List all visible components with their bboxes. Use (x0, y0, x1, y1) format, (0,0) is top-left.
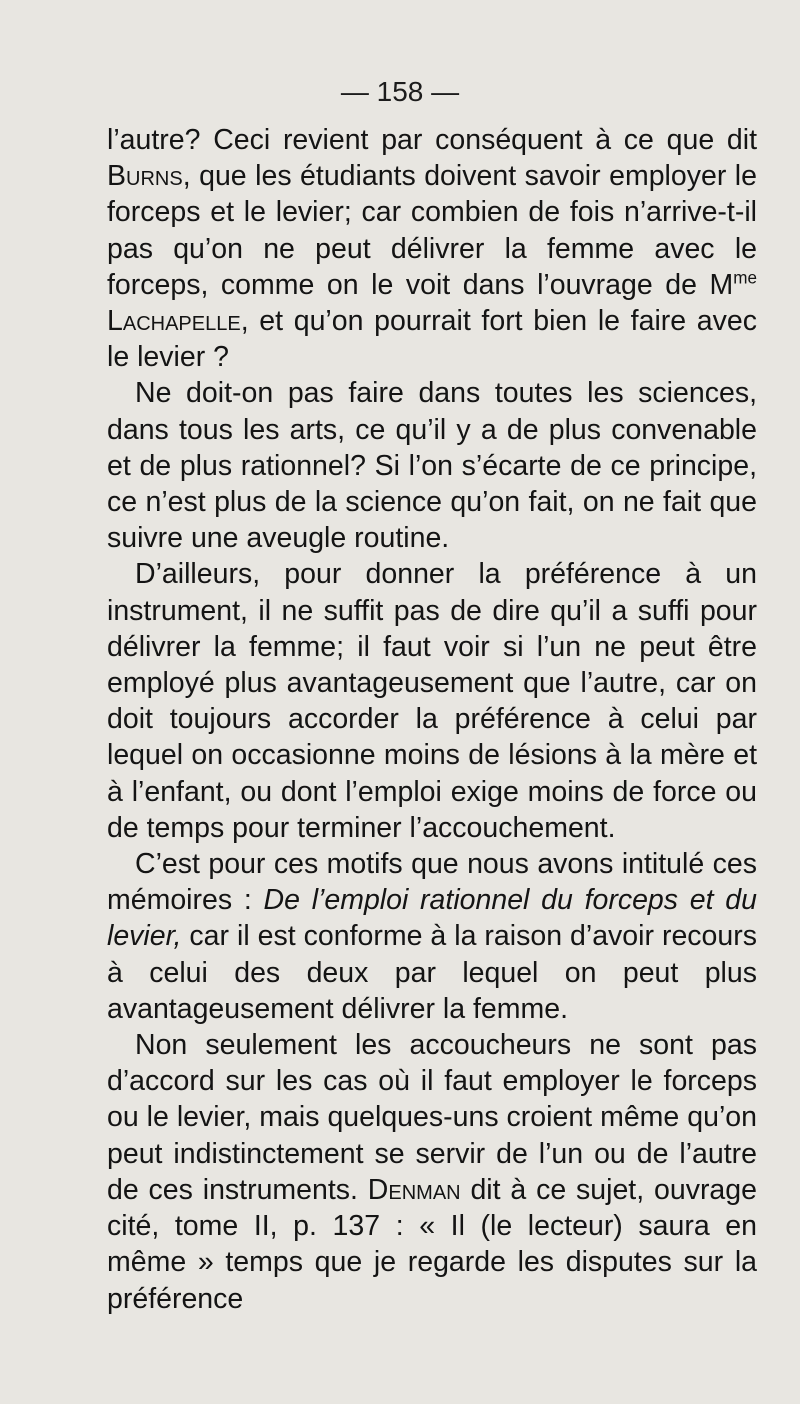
text-run: car il est conforme à la raison d’avoir recours à celui des deux par lequel on peut plus avantageusement délivrer la femme. (107, 920, 757, 1025)
text-run: , que les étudiants doivent savoir employer le forceps et le levier; car combien de fois n’arrive-t-il pas qu’on ne peut délivrer la femme avec le forceps, comme on le voit dans l’ouvrage de M (107, 160, 757, 301)
text-run: C’est pour ces motifs que nous avons intitulé ces mémoires : (107, 848, 757, 917)
italic-title: De l’emploi rationnel du forceps et du levier, (107, 884, 757, 953)
text-run: dit à ce sujet, ouvrage cité, tome II, p. 137 : « Il (le lecteur) saura en même » temps que je regarde les disputes sur la préférence (107, 1173, 757, 1315)
page-number: — 158 — (340, 76, 460, 107)
superscript: me (733, 268, 757, 288)
paragraph (107, 375, 757, 556)
author-name: Burns (107, 160, 183, 193)
text-run: Non seulement les accoucheurs ne sont pas d’accord sur les cas où il faut employer le forceps ou le levier, mais quelques-uns croient même qu’on peut indistinctement se servir de l’un ou de l’autre de ces instruments. (107, 1029, 757, 1206)
text-run: , et qu’on pourrait fort bien le faire avec le levier ? (107, 305, 757, 374)
author-name: Denman (367, 1173, 461, 1206)
text-run: Ne doit-on pas faire dans toutes les sciences, dans tous les arts, ce qu’il y a de plus convenable et de plus rationnel? Si l’on s’écarte de ce principe, ce n’est plus de la science qu’on fait, on ne fait que suivre une aveugle routine. (107, 377, 757, 555)
author-name: Lachapelle (107, 305, 241, 338)
text-run: l’autre? Ceci revient par conséquent à ce que dit (107, 124, 757, 156)
paragraph (107, 122, 757, 375)
body-text (107, 122, 757, 1317)
paragraph (107, 556, 757, 846)
paragraph (107, 846, 757, 1027)
text-run: D’ailleurs, pour donner la préférence à un instrument, il ne suffit pas de dire qu’il a suffi pour délivrer la femme; il faut voir si l’un ne peut être employé plus avantageusement que l’autre, car on doit toujours accorder la préférence à celui par lequel on occasionne moins de lésions à la mère et à l’enfant, ou dont l’emploi exige moins de force ou de temps pour terminer l’accouchement. (107, 558, 757, 844)
paragraph (107, 1027, 757, 1317)
